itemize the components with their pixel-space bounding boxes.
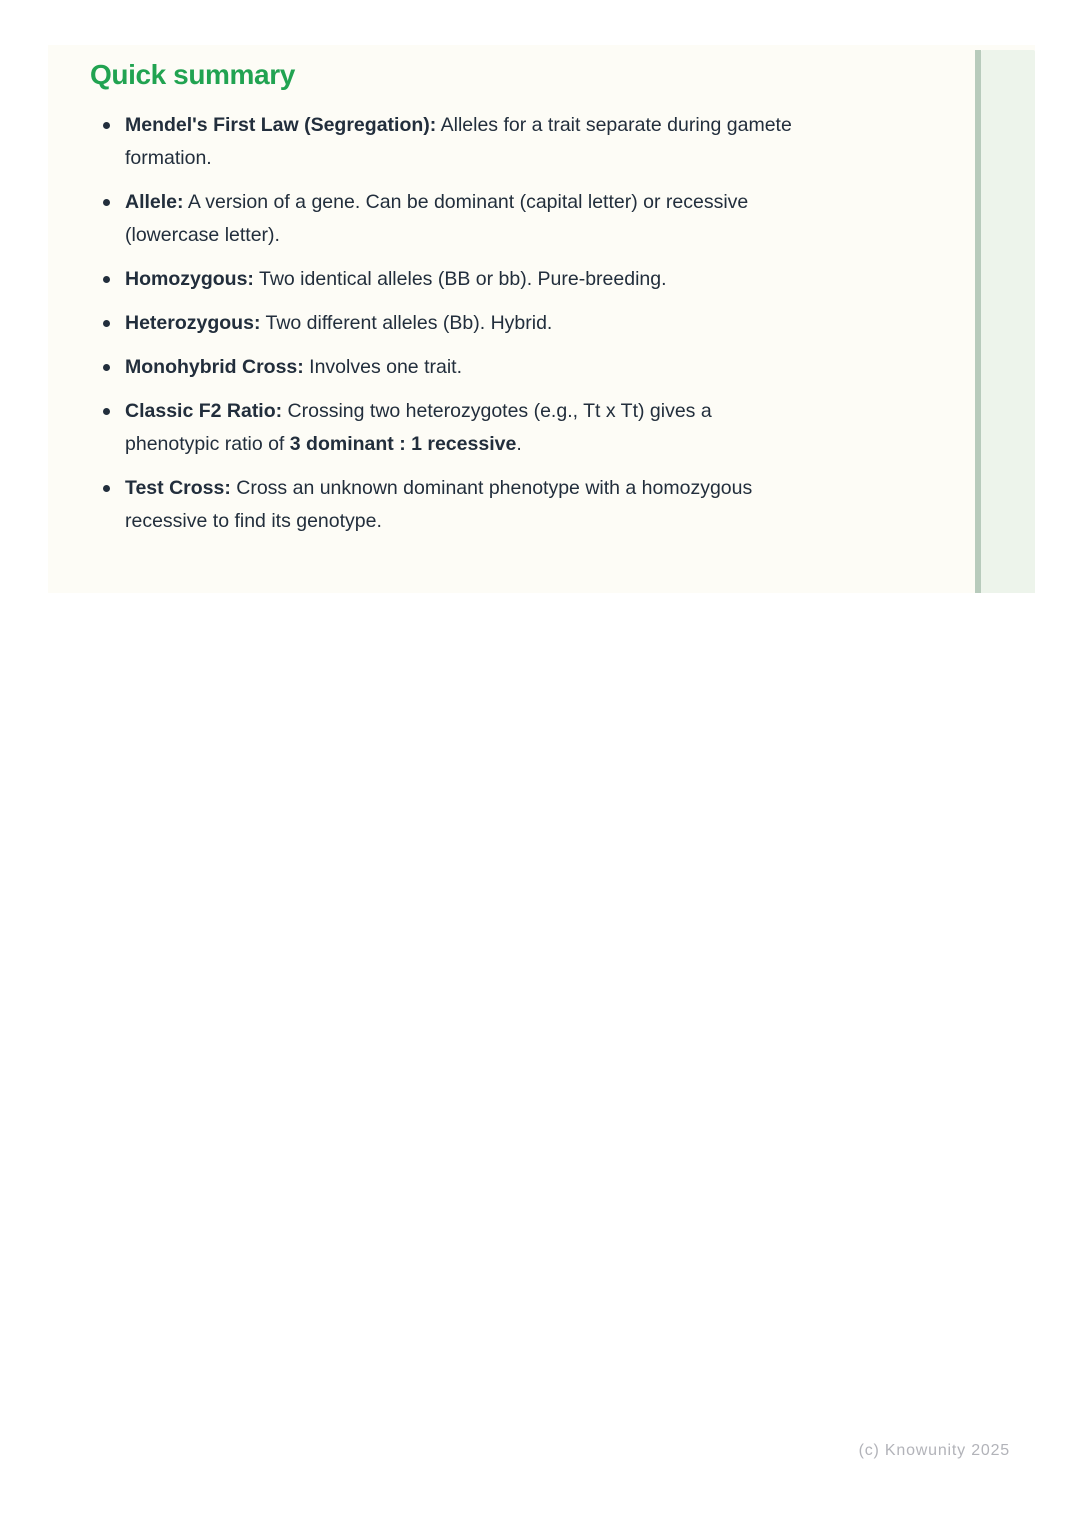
list-item [90,395,795,461]
bullet-icon [103,320,110,327]
item-term: Allele: [125,190,184,213]
section-title: Quick summary [90,59,295,90]
bullet-icon [103,122,110,129]
bullet-icon [103,276,110,283]
list-item [90,186,795,252]
copyright-text: (c) Knowunity 2025 [858,1442,1010,1459]
item-term: Monohybrid Cross: [125,355,304,378]
bullet-icon [103,364,110,371]
item-text: Two identical alleles (BB or bb). Pure-breeding. [253,267,667,290]
item-text: A version of a gene. Can be dominant (capital letter) or recessive (lowercase letter). [125,190,749,246]
item-text: Alleles for a trait separate during gamete formation. [125,113,792,169]
item-term: Heterozygous: [125,311,261,334]
quick-summary-card [48,45,1035,593]
list-item [90,351,795,384]
list-item [90,307,795,340]
item-text: Two different alleles (Bb). Hybrid. [260,311,553,334]
item-bold-text: 3 dominant : 1 recessive [289,432,517,455]
item-term: Homozygous: [125,267,254,290]
list-item [90,263,795,296]
item-text: Involves one trait. [303,355,462,378]
page-edge-strip [981,50,1035,593]
list-item [90,472,795,538]
summary-list [90,109,795,538]
item-text: Cross an unknown dominant phenotype with a homozygous recessive to find its genotype. [125,476,753,532]
item-term: Classic F2 Ratio: [125,399,283,422]
item-term: Mendel's First Law (Segregation): [125,113,437,136]
item-text-end: . [516,432,522,455]
bullet-icon [103,408,110,415]
item-text: Crossing two heterozygotes (e.g., Tt x Tt) gives a phenotypic ratio of [125,399,712,455]
bullet-icon [103,199,110,206]
bullet-icon [103,485,110,492]
item-term: Test Cross: [125,476,231,499]
list-item [90,109,795,175]
